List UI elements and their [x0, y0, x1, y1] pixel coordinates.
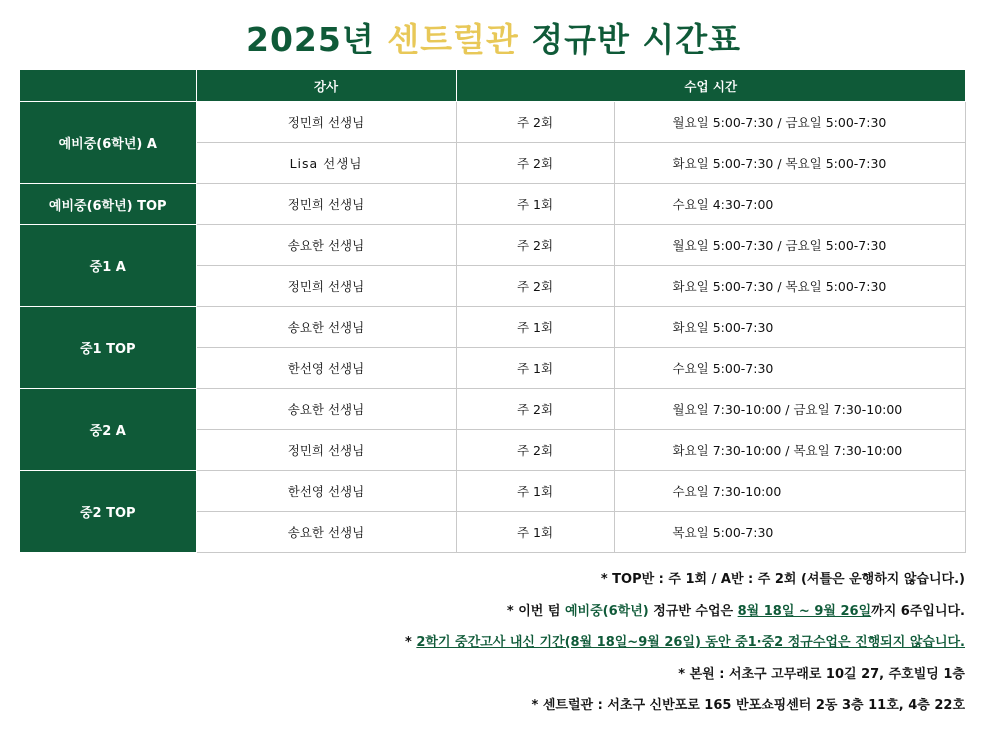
note-term-mid: 정규반 수업은 — [648, 603, 738, 619]
teacher-cell: 정민희 선생님 — [196, 102, 456, 143]
frequency-cell: 주 1회 — [456, 184, 614, 225]
frequency-cell: 주 2회 — [456, 143, 614, 184]
title-year: 2025년 — [245, 20, 375, 59]
group-label: 중1 A — [20, 225, 196, 307]
teacher-cell: 송요한 선생님 — [196, 512, 456, 553]
frequency-cell: 주 2회 — [456, 389, 614, 430]
group-label: 예비중(6학년) TOP — [20, 184, 196, 225]
time-cell: 월요일 5:00-7:30 / 금요일 5:00-7:30 — [614, 102, 965, 143]
note-term-period — [405, 596, 965, 628]
frequency-cell: 주 2회 — [456, 266, 614, 307]
frequency-cell: 주 1회 — [456, 471, 614, 512]
frequency-cell: 주 1회 — [456, 512, 614, 553]
time-cell: 화요일 5:00-7:30 / 목요일 5:00-7:30 — [614, 143, 965, 184]
note-term-dates: 8월 18일 ~ 9월 26일 — [737, 603, 872, 619]
note-class-frequency: * TOP반 : 주 1회 / A반 : 주 2회 (셔틀은 운행하지 않습니다.) — [600, 572, 965, 587]
title-branch: 센트럴관 — [387, 20, 519, 59]
table-row — [20, 307, 965, 348]
teacher-cell: 송요한 선생님 — [196, 389, 456, 430]
note-main-branch-address: * 본원 : 서초구 고무래로 10길 27, 주호빌딩 1층 — [678, 666, 965, 682]
teacher-cell: 한선영 선생님 — [196, 348, 456, 389]
time-cell: 수요일 7:30-10:00 — [614, 471, 965, 512]
note-term-prefix: * 이번 텀 — [506, 603, 565, 619]
teacher-cell: 한선영 선생님 — [196, 471, 456, 512]
frequency-cell: 주 2회 — [456, 225, 614, 266]
frequency-cell: 주 1회 — [456, 307, 614, 348]
teacher-cell: Lisa 선생님 — [196, 143, 456, 184]
header-teacher: 강사 — [196, 70, 456, 102]
group-label: 예비중(6학년) A — [20, 102, 196, 184]
table-header-row — [20, 70, 965, 102]
header-time: 수업 시간 — [456, 70, 965, 102]
header-empty — [20, 70, 196, 102]
note-term-suffix: 까지 6주입니다. — [871, 603, 965, 619]
teacher-cell: 송요한 선생님 — [196, 225, 456, 266]
time-cell: 수요일 5:00-7:30 — [614, 348, 965, 389]
time-cell: 월요일 5:00-7:30 / 금요일 5:00-7:30 — [614, 225, 965, 266]
time-cell: 수요일 4:30-7:00 — [614, 184, 965, 225]
time-cell: 화요일 5:00-7:30 / 목요일 5:00-7:30 — [614, 266, 965, 307]
note-exam-period — [405, 627, 965, 659]
table-row — [20, 389, 965, 430]
title-rest: 정규반 시간표 — [531, 20, 741, 59]
time-cell: 화요일 7:30-10:00 / 목요일 7:30-10:00 — [614, 430, 965, 471]
teacher-cell: 정민희 선생님 — [196, 184, 456, 225]
note-central-branch-address: * 센트럴관 : 서초구 신반포로 165 반포쇼핑센터 2동 3층 11호, 4층 22호 — [531, 698, 965, 713]
group-label: 중2 A — [20, 389, 196, 471]
note-exam-prefix: * — [405, 635, 417, 650]
page-title — [0, 14, 987, 61]
note-exam-text: 2학기 중간고사 내신 기간(8월 18일~9월 26일) 동안 중1·중2 정규수업은 진행되지 않습니다. — [416, 635, 965, 650]
teacher-cell: 정민희 선생님 — [196, 266, 456, 307]
group-label: 중1 TOP — [20, 307, 196, 389]
table-row — [20, 225, 965, 266]
frequency-cell: 주 2회 — [456, 102, 614, 143]
time-cell: 화요일 5:00-7:30 — [614, 307, 965, 348]
table-row — [20, 471, 965, 512]
teacher-cell: 송요한 선생님 — [196, 307, 456, 348]
frequency-cell: 주 2회 — [456, 430, 614, 471]
notes-section — [405, 564, 965, 722]
time-cell: 월요일 7:30-10:00 / 금요일 7:30-10:00 — [614, 389, 965, 430]
group-label: 중2 TOP — [20, 471, 196, 553]
teacher-cell: 정민희 선생님 — [196, 430, 456, 471]
note-term-group: 예비중(6학년) — [564, 603, 649, 619]
table-row — [20, 102, 965, 143]
schedule-table — [20, 70, 966, 553]
table-row — [20, 184, 965, 225]
time-cell: 목요일 5:00-7:30 — [614, 512, 965, 553]
frequency-cell: 주 1회 — [456, 348, 614, 389]
